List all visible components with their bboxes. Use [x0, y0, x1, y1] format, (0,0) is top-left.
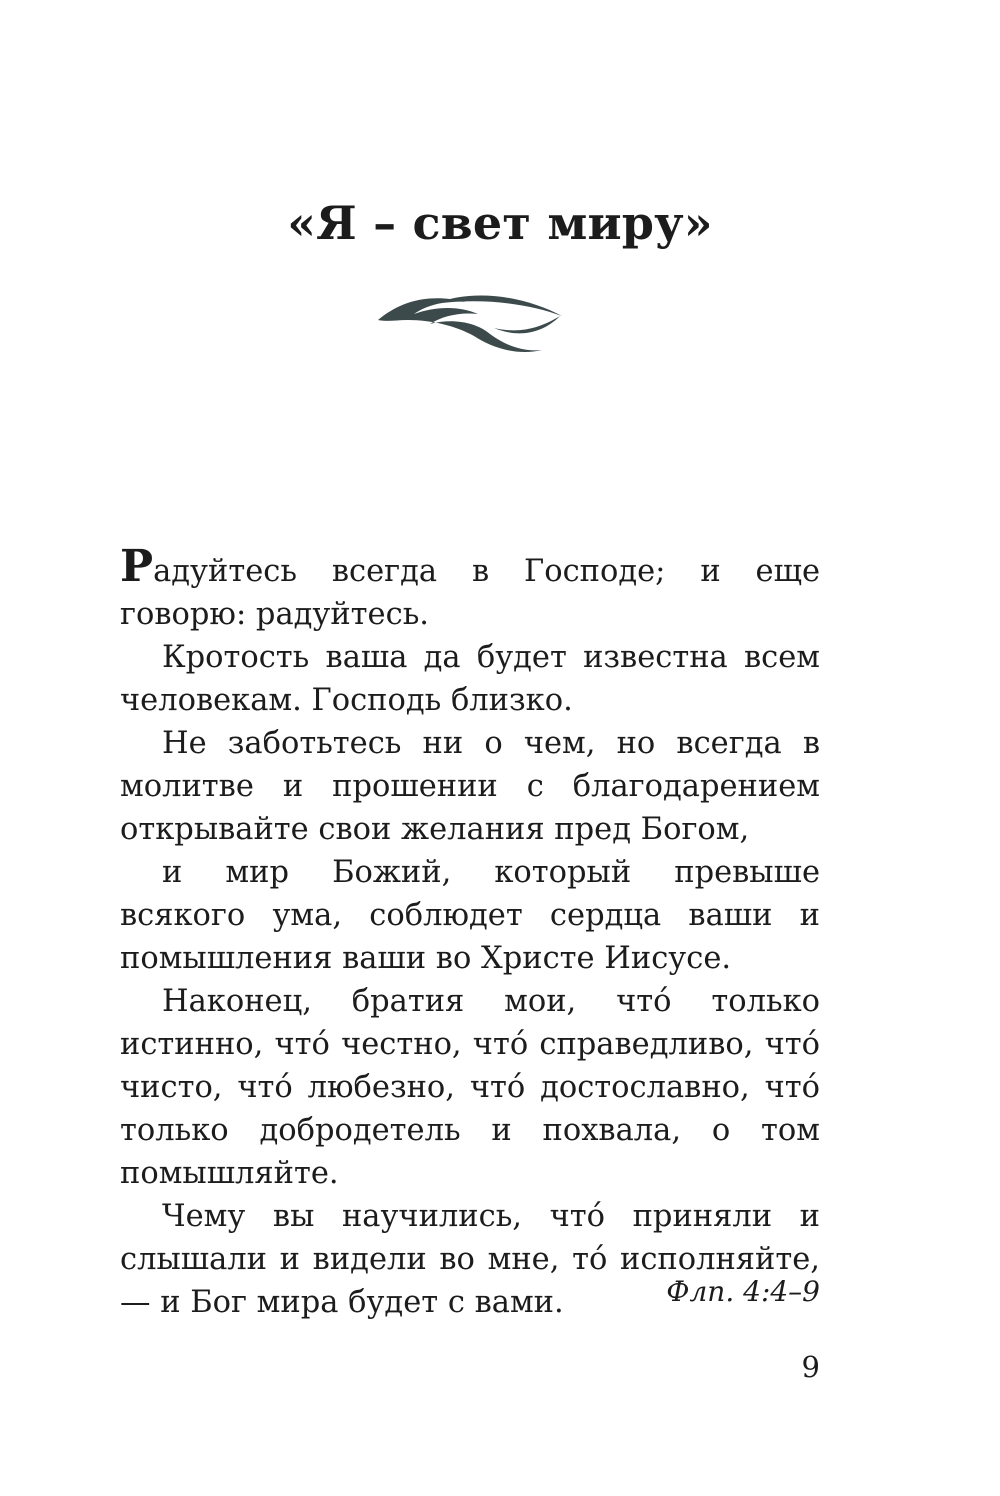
- scripture-reference: Флп. 4:4–9: [666, 1275, 820, 1308]
- paragraph-3: Не заботьтесь ни о чем, но всегда в молитве и прошении с благодарением открывайте свои желания пред Богом,: [120, 726, 820, 847]
- ornament-tail: [494, 316, 560, 333]
- paragraph-1: [120, 541, 820, 636]
- swash-ornament-icon: [374, 290, 566, 358]
- page-number: 9: [801, 1350, 820, 1384]
- paragraph-6: Чему вы научились, что́ приняли и слышали и видели во мне, то́ исполняйте, — и Бог мира будет с вами.: [120, 1199, 820, 1320]
- paragraph-2: Кротость ваша да будет известна всем человекам. Господь близко.: [120, 640, 820, 718]
- ornament-leaf: [378, 298, 542, 352]
- page-title: «Я – свет миру»: [287, 196, 713, 250]
- paragraph-4: и мир Божий, который превыше всякого ума, соблюдет сердца ваши и помышления ваши во Христе Иисусе.: [120, 855, 820, 976]
- paragraph-1-text: адуйтесь всегда в Господе; и еще говорю: радуйтесь.: [120, 554, 820, 632]
- scripture-text: [120, 541, 820, 1324]
- drop-cap: Р: [120, 541, 154, 592]
- paragraph-5: Наконец, братия мои, что́ только истинно, что́ честно, что́ справедливо, что́ чисто, что́ любезно, что́ достославно, что́ только добродетель и похвала, о том помышляйте.: [120, 984, 820, 1191]
